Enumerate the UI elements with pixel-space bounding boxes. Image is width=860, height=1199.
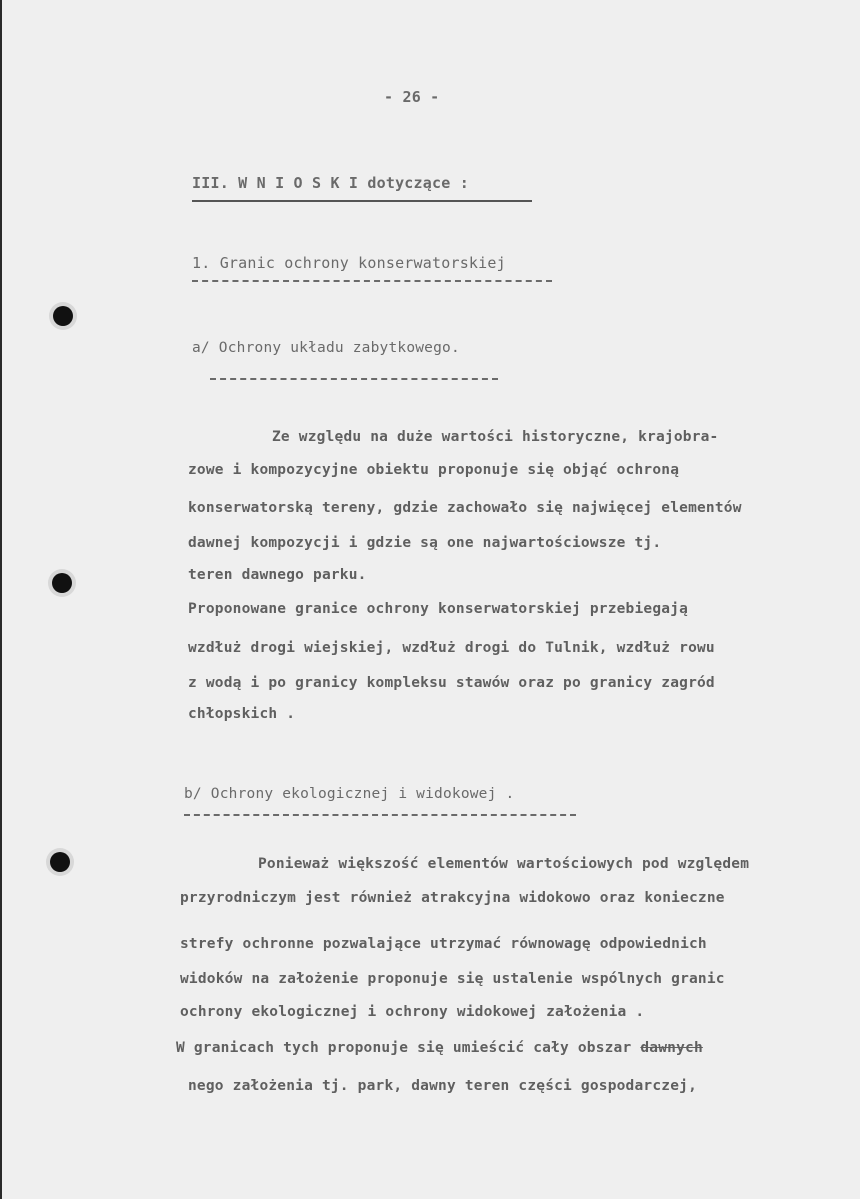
para-b-line: strefy ochronne pozwalające utrzymać równowagę odpowiednich — [180, 936, 707, 952]
section1-title: 1. Granic ochrony konserwatorskiej — [192, 254, 506, 272]
para-a-line: chłopskich . — [188, 706, 296, 722]
para-b-line: widoków na założenie proponuje się ustalenie wspólnych granic — [180, 971, 725, 987]
para-a-line: Ze względu na duże wartości historyczne, krajobra- — [272, 429, 719, 445]
para-a-line: konserwatorską tereny, gdzie zachowało się najwięcej elementów — [188, 500, 742, 516]
section1-underline — [192, 280, 552, 282]
heading-underline — [192, 200, 532, 202]
subsection-a-underline — [210, 378, 498, 380]
binder-hole-top — [53, 306, 73, 326]
para-a-line: z wodą i po granicy kompleksu stawów oraz po granicy zagród — [188, 675, 715, 691]
subsection-b-underline — [184, 814, 576, 816]
para-a-line: Proponowane granice ochrony konserwatorskiej przebiegają — [188, 601, 689, 617]
para-a-line: wzdłuż drogi wiejskiej, wzdłuż drogi do Tulnik, wzdłuż rowu — [188, 640, 715, 656]
para-b-line: nego założenia tj. park, dawny teren części gospodarczej, — [188, 1078, 697, 1094]
subsection-b-title: b/ Ochrony ekologicznej i widokowej . — [184, 786, 515, 802]
section-heading: III. W N I O S K I dotyczące : — [192, 174, 469, 192]
para-b-line: Ponieważ większość elementów wartościowych pod względem — [258, 856, 750, 872]
para-a-line: zowe i kompozycyjne obiektu proponuje się objąć ochroną — [188, 462, 680, 478]
para-b-line — [176, 1040, 703, 1056]
page-number: - 26 - — [384, 88, 440, 106]
para-b-line: ochrony ekologicznej i ochrony widokowej założenia . — [180, 1004, 645, 1020]
para-b-line-text: W granicach tych proponuje się umieścić cały obszar — [176, 1040, 641, 1056]
para-a-line: teren dawnego parku. — [188, 567, 367, 583]
subsection-a-title: a/ Ochrony układu zabytkowego. — [192, 340, 460, 356]
para-b-line: przyrodniczym jest również atrakcyjna widokowo oraz konieczne — [180, 890, 725, 906]
para-a-line: dawnej kompozycji i gdzie są one najwartościowsze tj. — [188, 535, 662, 551]
binder-hole-bottom — [50, 852, 70, 872]
struck-word: dawnych — [640, 1040, 703, 1056]
binder-hole-middle — [52, 573, 72, 593]
